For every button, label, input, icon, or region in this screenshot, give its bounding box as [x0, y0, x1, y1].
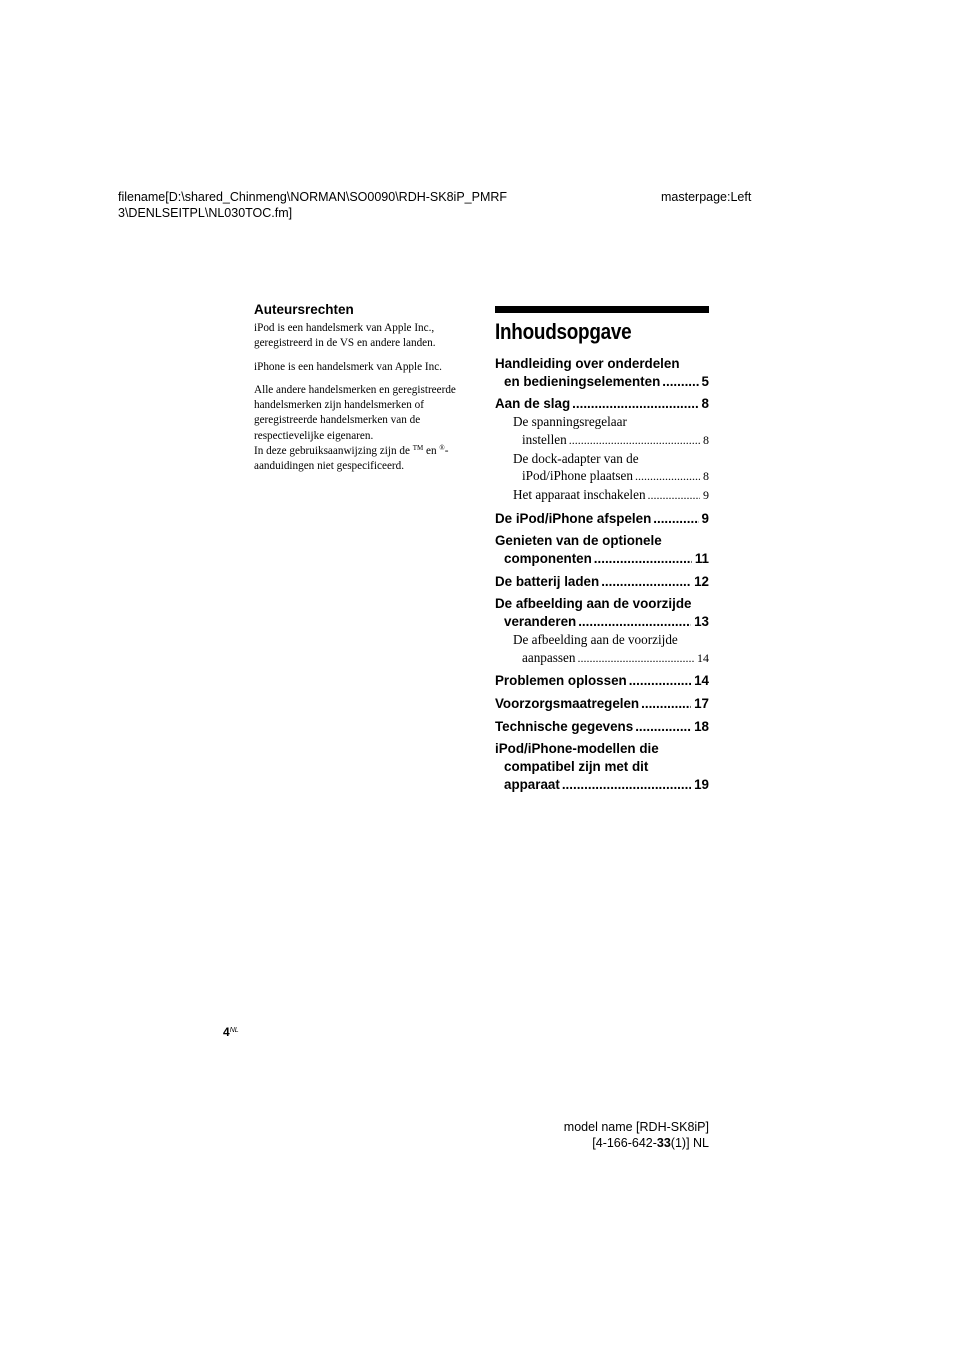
marks-suffix: -aanduidingen niet gespecificeerd.	[254, 445, 449, 473]
toc-page-number: 17	[694, 695, 709, 711]
toc-entry-text: Voorzorgsmaatregelen	[495, 695, 640, 711]
model-code-suffix: (1)] NL	[670, 1136, 709, 1150]
toc-page-number: 19	[694, 776, 709, 792]
toc-leader	[562, 776, 691, 794]
toc-page-number: 8	[703, 432, 709, 447]
toc-subentry-afbeelding-aanpassen[interactable]	[495, 631, 709, 667]
toc-entry-text: instellen	[522, 431, 567, 447]
toc-page-number: 9	[703, 487, 709, 502]
toc-leader	[572, 395, 698, 413]
toc-leader	[662, 373, 698, 391]
copyright-para-marks	[254, 444, 470, 475]
footer-model-code	[500, 1135, 709, 1151]
toc-entry-text: Handleiding over onderdelen	[495, 356, 680, 371]
toc-entry-text: De afbeelding aan de voorzijde	[513, 631, 678, 647]
toc-leader	[578, 613, 691, 631]
page-language: NL	[229, 1027, 239, 1034]
toc-leader	[653, 510, 698, 528]
toc-entry-text: De dock-adapter van de	[513, 450, 639, 466]
masterpage-header: masterpage:Left	[661, 190, 752, 204]
toc-page-number: 9	[701, 510, 709, 526]
copyright-heading: Auteursrechten	[254, 302, 354, 317]
toc-leader	[641, 695, 691, 713]
marks-mid: en	[423, 445, 440, 458]
toc-leader	[635, 718, 691, 736]
toc-leader	[569, 432, 700, 450]
toc-page-number: 14	[694, 673, 709, 689]
toc-entry-voorzorg[interactable]	[495, 695, 709, 713]
toc-entry-afbeelding-veranderen[interactable]	[495, 595, 709, 630]
toc-entry-text: Het apparaat inschakelen	[513, 486, 646, 502]
copyright-para-other: Alle andere handelsmerken en geregistreerde handelsmerken zijn handelsmerken of geregistreerde handelsmerken van de respectievelijke eigenaren.	[254, 383, 456, 442]
toc-entry-aan-de-slag[interactable]	[495, 395, 709, 413]
toc-page-number: 18	[694, 718, 709, 734]
model-code-prefix: [4-166-642-	[592, 1136, 657, 1150]
toc-entry-text: Technische gegevens	[495, 718, 634, 734]
toc-title: Inhoudsopgave	[495, 319, 632, 344]
toc-entry-text: Aan de slag	[495, 396, 571, 412]
footer-model-info	[500, 1119, 709, 1151]
toc-entry-afspelen[interactable]	[495, 510, 709, 528]
toc-title-rule	[495, 306, 709, 313]
toc-entry-text: De iPod/iPhone afspelen	[495, 510, 652, 526]
toc-leader	[629, 672, 691, 690]
toc-subentry-spanningsregelaar[interactable]	[495, 413, 709, 449]
toc-page-number: 11	[694, 551, 709, 567]
toc-leader	[648, 487, 700, 505]
toc-entry-compatibel[interactable]	[495, 740, 709, 793]
filename-header	[118, 189, 507, 221]
filename-line-2: 3\DENLSEITPL\NL030TOC.fm]	[118, 206, 293, 220]
toc-entry-technische-gegevens[interactable]	[495, 718, 709, 736]
toc-entry-onderdelen[interactable]	[495, 355, 709, 390]
toc-entry-text: iPod/iPhone plaatsen	[522, 468, 633, 484]
toc-page-number: 13	[694, 614, 709, 630]
toc-entry-text: Problemen oplossen	[495, 673, 627, 689]
tm-symbol: TM	[412, 444, 424, 453]
filename-line-1: filename[D:\shared_Chinmeng\NORMAN\SO0090\RDH-SK8iP_PMRF	[118, 190, 508, 204]
copyright-para-iphone: iPhone is een handelsmerk van Apple Inc.	[254, 360, 442, 373]
toc-page-number: 8	[701, 396, 709, 412]
toc-subentry-inschakelen[interactable]	[495, 486, 709, 505]
toc-entry-text: en bedieningselementen	[504, 373, 661, 389]
toc-entry-optionele-componenten[interactable]	[495, 532, 709, 567]
page-number-value: 4	[223, 1025, 230, 1039]
toc-entry-text: De batterij laden	[495, 573, 600, 589]
toc-page-number: 5	[701, 373, 709, 389]
toc-page-number: 8	[703, 469, 709, 484]
toc-entry-text: componenten	[504, 551, 592, 567]
page-number	[223, 1025, 239, 1039]
table-of-contents	[495, 306, 709, 798]
toc-entry-batterij[interactable]	[495, 573, 709, 591]
toc-entry-text: De spanningsregelaar	[513, 414, 627, 430]
toc-subentry-dock-adapter[interactable]	[495, 450, 709, 486]
toc-entry-text: compatibel zijn met dit	[504, 759, 649, 775]
toc-entry-text: aanpassen	[522, 649, 576, 665]
toc-entry-text: De afbeelding aan de voorzijde	[495, 596, 692, 612]
toc-entry-text: Genieten van de optionele	[495, 533, 662, 549]
copyright-section	[254, 301, 470, 483]
toc-entry-problemen[interactable]	[495, 672, 709, 690]
footer-model-name: model name [RDH-SK8iP]	[563, 1120, 709, 1134]
toc-leader	[635, 468, 700, 486]
copyright-para-ipod: iPod is een handelsmerk van Apple Inc., geregistreerd in de VS en andere landen.	[254, 322, 436, 350]
toc-entry-text: apparaat	[504, 776, 560, 792]
toc-page-number: 12	[694, 573, 709, 589]
toc-leader	[577, 650, 694, 668]
toc-page-number: 14	[697, 650, 709, 665]
reg-symbol: ®	[439, 444, 445, 453]
marks-prefix: In deze gebruiksaanwijzing zijn de	[254, 445, 413, 458]
toc-entry-text: iPod/iPhone-modellen die	[495, 741, 659, 757]
toc-leader	[601, 573, 691, 591]
toc-leader	[594, 550, 692, 568]
toc-entry-text: veranderen	[504, 614, 577, 630]
model-code-bold: 33	[656, 1136, 671, 1150]
